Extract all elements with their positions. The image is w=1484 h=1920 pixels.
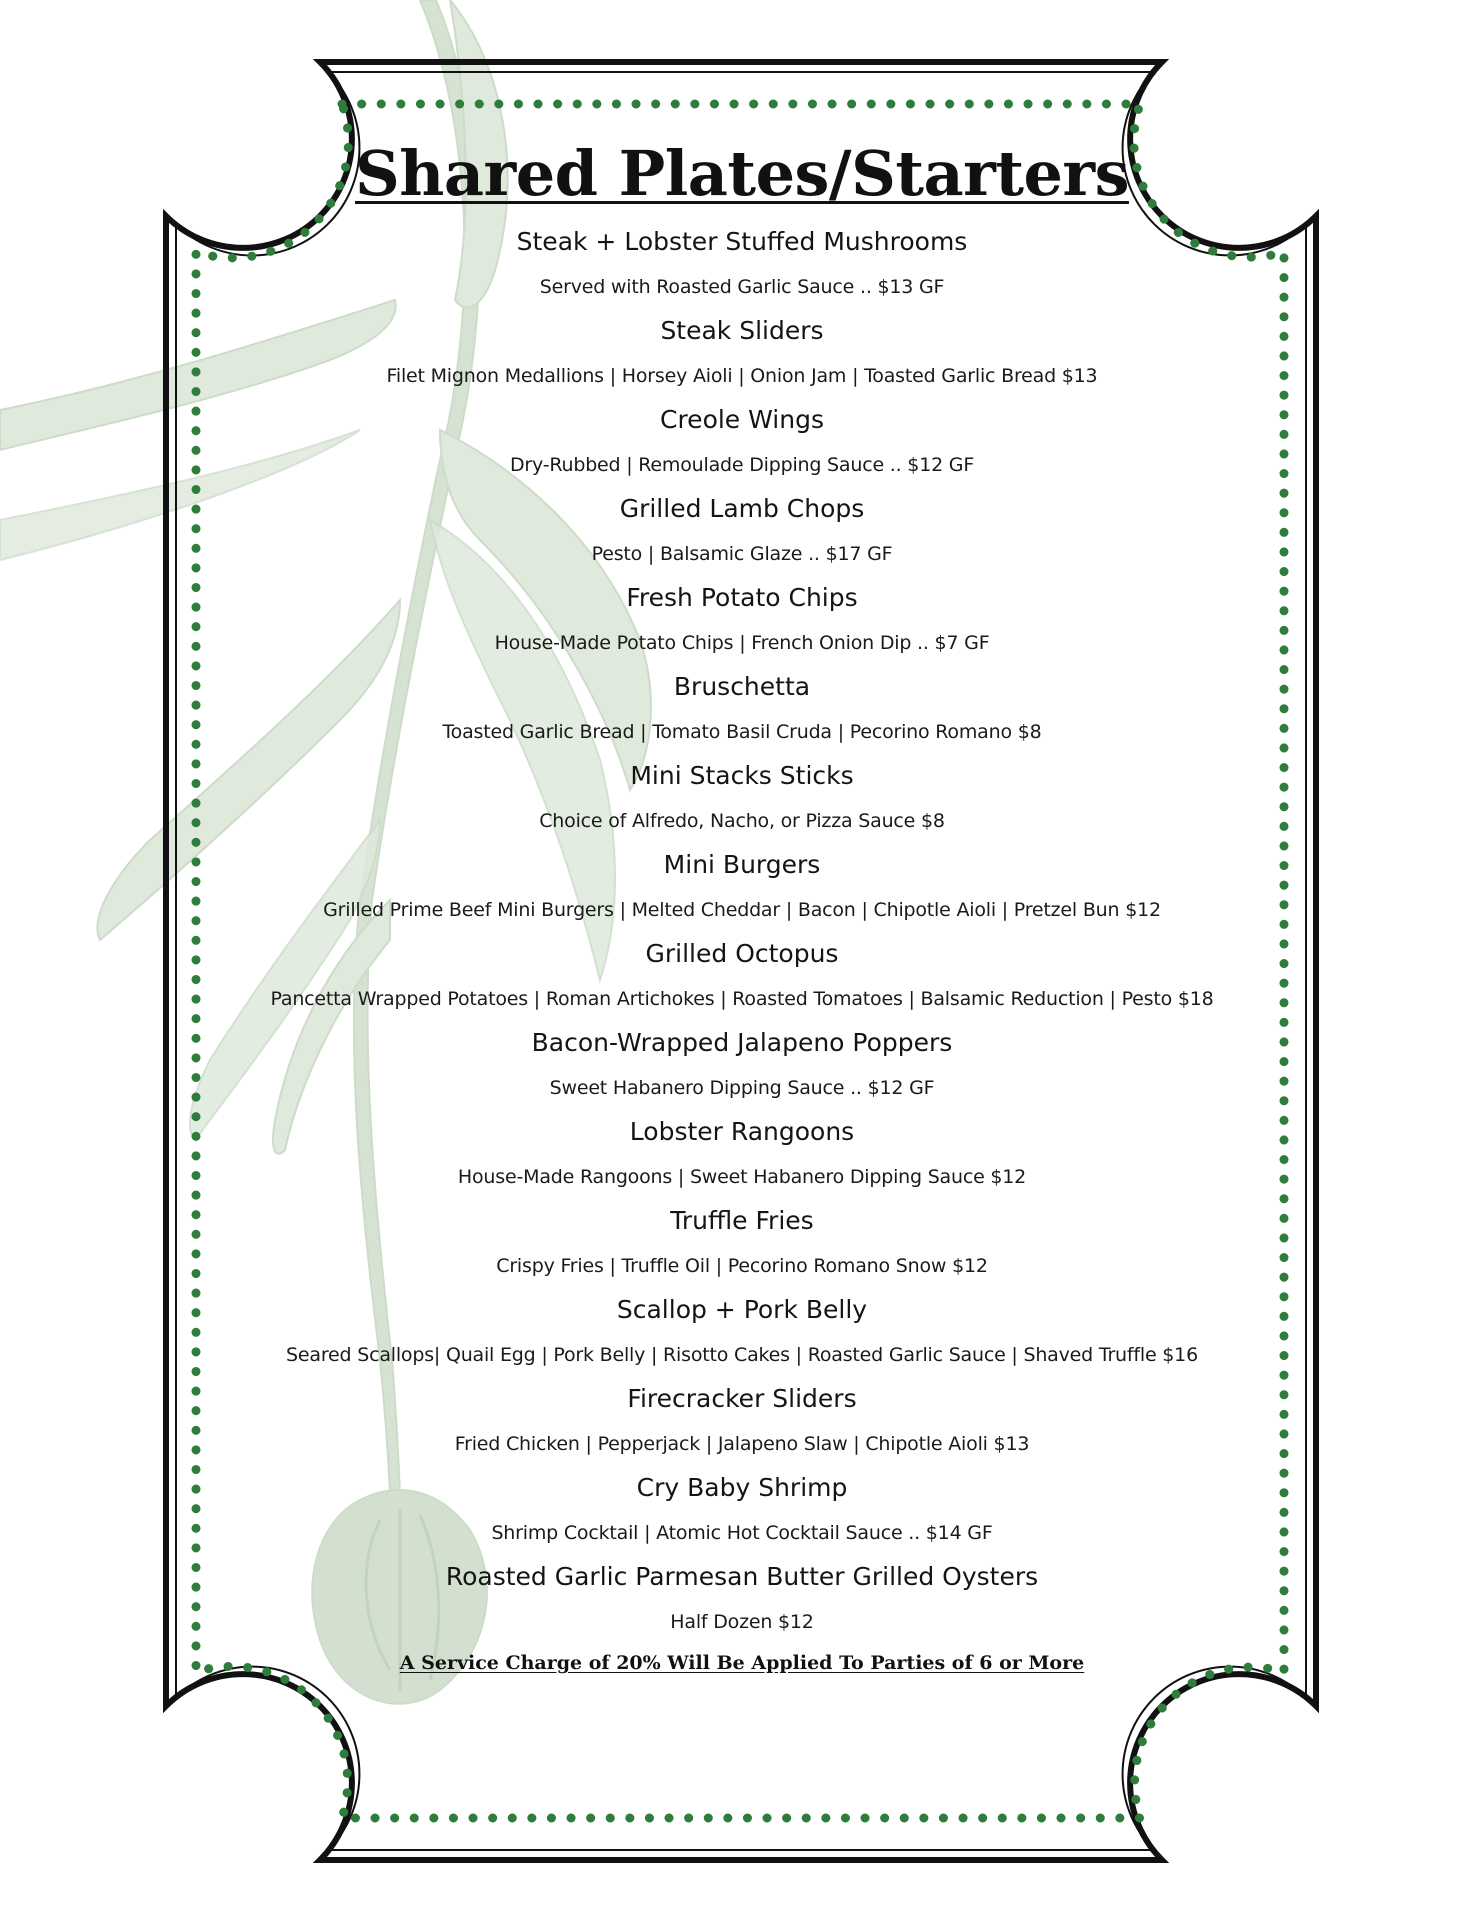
menu-item-name: Bruschetta xyxy=(673,672,811,701)
menu-title: Shared Plates/Starters xyxy=(355,137,1129,210)
menu-item-desc: Sweet Habanero Dipping Sauce .. $12 GF xyxy=(549,1077,935,1099)
menu-item-name: Lobster Rangoons xyxy=(629,1117,855,1146)
service-charge-note: A Service Charge of 20% Will Be Applied To Parties of 6 or More xyxy=(399,1652,1085,1674)
menu-item-name: Mini Stacks Sticks xyxy=(630,761,854,790)
menu-item-desc: Served with Roasted Garlic Sauce .. $13 GF xyxy=(539,276,945,298)
menu-item-desc: Crispy Fries | Truffle Oil | Pecorino Romano Snow $12 xyxy=(496,1255,988,1277)
menu-item-desc: House-Made Potato Chips | French Onion Dip .. $7 GF xyxy=(494,632,990,654)
menu-item-name: Grilled Octopus xyxy=(645,939,839,968)
menu-item-desc: Pesto | Balsamic Glaze .. $17 GF xyxy=(591,543,893,565)
menu-item-name: Bacon-Wrapped Jalapeno Poppers xyxy=(531,1028,953,1057)
menu-item-desc: Dry-Rubbed | Remoulade Dipping Sauce .. $12 GF xyxy=(509,454,975,476)
menu-item-desc: Grilled Prime Beef Mini Burgers | Melted Cheddar | Bacon | Chipotle Aioli | Pretzel Bun $12 xyxy=(323,899,1161,921)
menu-item-name: Steak + Lobster Stuffed Mushrooms xyxy=(516,227,968,256)
menu-content xyxy=(200,134,1284,1694)
menu-item-name: Mini Burgers xyxy=(663,850,821,879)
menu-item-desc: Filet Mignon Medallions | Horsey Aioli | Onion Jam | Toasted Garlic Bread $13 xyxy=(386,365,1098,387)
menu-item-desc: Seared Scallops| Quail Egg | Pork Belly | Risotto Cakes | Roasted Garlic Sauce | Shaved Truffle $16 xyxy=(286,1344,1198,1366)
menu-item-name: Steak Sliders xyxy=(660,316,824,345)
menu-item-desc: Pancetta Wrapped Potatoes | Roman Artichokes | Roasted Tomatoes | Balsamic Reduction | Pesto $18 xyxy=(270,988,1214,1010)
menu-item-name: Creole Wings xyxy=(660,405,824,434)
menu-item-desc: House-Made Rangoons | Sweet Habanero Dipping Sauce $12 xyxy=(457,1166,1027,1188)
menu-item-name: Firecracker Sliders xyxy=(627,1384,857,1413)
menu-item-desc: Half Dozen $12 xyxy=(670,1611,814,1633)
menu-item-name: Truffle Fries xyxy=(670,1206,814,1235)
menu-item-desc: Choice of Alfredo, Nacho, or Pizza Sauce $8 xyxy=(539,810,945,832)
menu-item-desc: Toasted Garlic Bread | Tomato Basil Cruda | Pecorino Romano $8 xyxy=(442,721,1042,743)
menu-item-name: Cry Baby Shrimp xyxy=(636,1473,848,1502)
menu-item-name: Roasted Garlic Parmesan Butter Grilled Oysters xyxy=(445,1562,1039,1591)
menu-item-desc: Shrimp Cocktail | Atomic Hot Cocktail Sauce .. $14 GF xyxy=(491,1522,993,1544)
menu-item-desc: Fried Chicken | Pepperjack | Jalapeno Slaw | Chipotle Aioli $13 xyxy=(454,1433,1030,1455)
menu-item-name: Scallop + Pork Belly xyxy=(616,1295,868,1324)
menu-item-name: Fresh Potato Chips xyxy=(626,583,858,612)
menu-item-name: Grilled Lamb Chops xyxy=(619,494,865,523)
